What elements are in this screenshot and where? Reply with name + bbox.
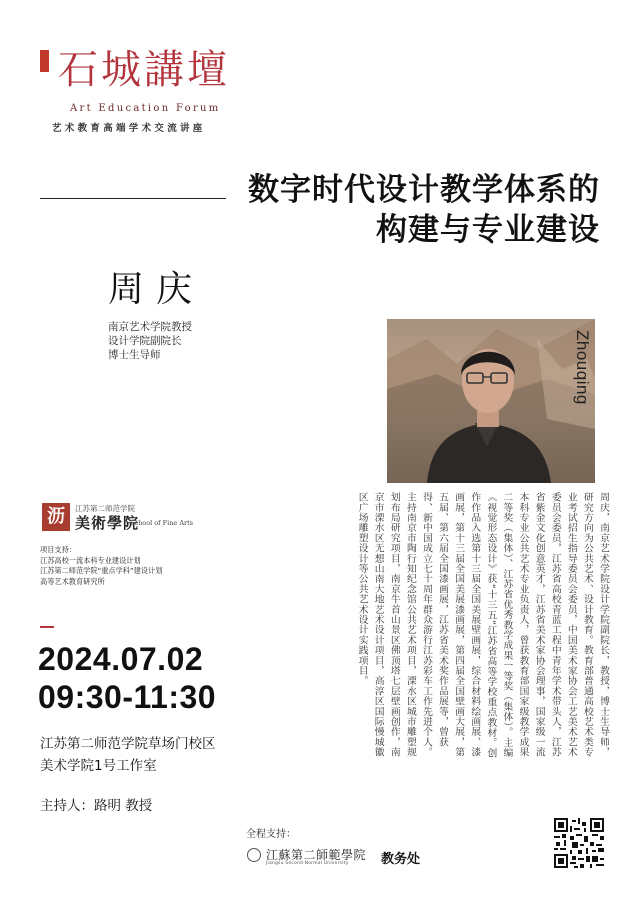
forum-logo-title: 石城講壇 [58,47,230,93]
footer-university-english: Jiangsu Second Normal University [266,861,349,866]
title-divider [40,198,226,199]
support-item: 高等艺术教育研究所 [40,576,105,586]
brand-seal-icon [40,50,49,72]
qr-code-icon[interactable] [554,818,604,868]
speaker-role: 设计学院副院长 [108,335,182,347]
speaker-bio: 周庆，南京艺术学院设计学院副院长，教授，博士生导师，研究方向为公共艺术、设计教育。教育部普通高校艺术类专业考试招生指导委员会委员，中国美术家协会工艺美术艺术委员会委员，江苏省高校青蓝工程中青年学术带头人，江苏省紫金文化创意英才，江苏省美术家协会理事，国家级一流本科专业公共艺术专业负责人，曾获教育部国家级教学成果二等奖（集体）、江苏省优秀教学成果一等奖（集体）。主编《视觉形态设计》获“十三五”江苏省高等学校重点教材。创作作品入选第十三届全国美展壁画展，综合材料绘画展、漆画展，第十三届全国美展漆画展，第四届全国壁画大展，第五届、第六届全国漆画展，江苏省美术奖作品展等，曾获得、新中国成立七十周年群众游行江苏彩车工作先进个人。主持南京市陶行知纪念馆公共艺术项目，溧水区城市雕塑规划布局研究项目，南京牛首山景区佛顶塔七层壁画创作，南京市溧水区无想山南大地艺术设计项目，高淳区国际慢城徽区广场雕塑设计等公共艺术设计实践项目。 [356,492,609,758]
support-item: 江苏高校一流本科专业建设计划 [40,555,141,565]
support-label: 项目支持： [40,545,76,554]
accent-line [40,626,54,628]
lecture-title-line2: 构建与专业建设 [376,212,600,248]
forum-logo-english: Art Education Forum [70,103,221,114]
venue-line: 江苏第二师范学院草场门校区 [40,736,216,752]
event-time: 09:30-11:30 [38,679,217,715]
speaker-portrait [387,319,595,483]
school-name: 美術學院 [75,514,140,532]
footer-university-name: 江蘇第二師範學院 [266,848,367,862]
speaker-pinyin: Zhouqing [573,330,592,405]
speaker-roles [108,320,192,362]
school-english-name: School of Fine Arts [130,519,194,527]
school-university-name: 江苏第二师范学院 [75,504,135,513]
project-support [40,545,162,587]
event-venue [40,733,216,777]
university-emblem-icon [247,848,261,862]
lecture-title-line1: 数字时代设计教学体系的 [248,172,600,208]
forum-logo-subtitle: 艺术教育高端学术交流讲座 [52,123,206,134]
event-date: 2024.07.02 [38,641,204,677]
event-host: 主持人：路明 教授 [40,798,153,814]
speaker-role: 南京艺术学院教授 [108,321,192,333]
footer-support-label: 全程支持： [246,829,296,840]
venue-line: 美术学院1号工作室 [40,758,157,774]
footer-office-name: 教务处 [381,852,421,867]
school-logo-icon: 沥 [42,503,70,531]
speaker-name: 周庆 [108,269,205,310]
support-item: 江苏第二师范学院“重点学科”建设计划 [40,566,163,575]
speaker-role: 博士生导师 [108,349,161,361]
